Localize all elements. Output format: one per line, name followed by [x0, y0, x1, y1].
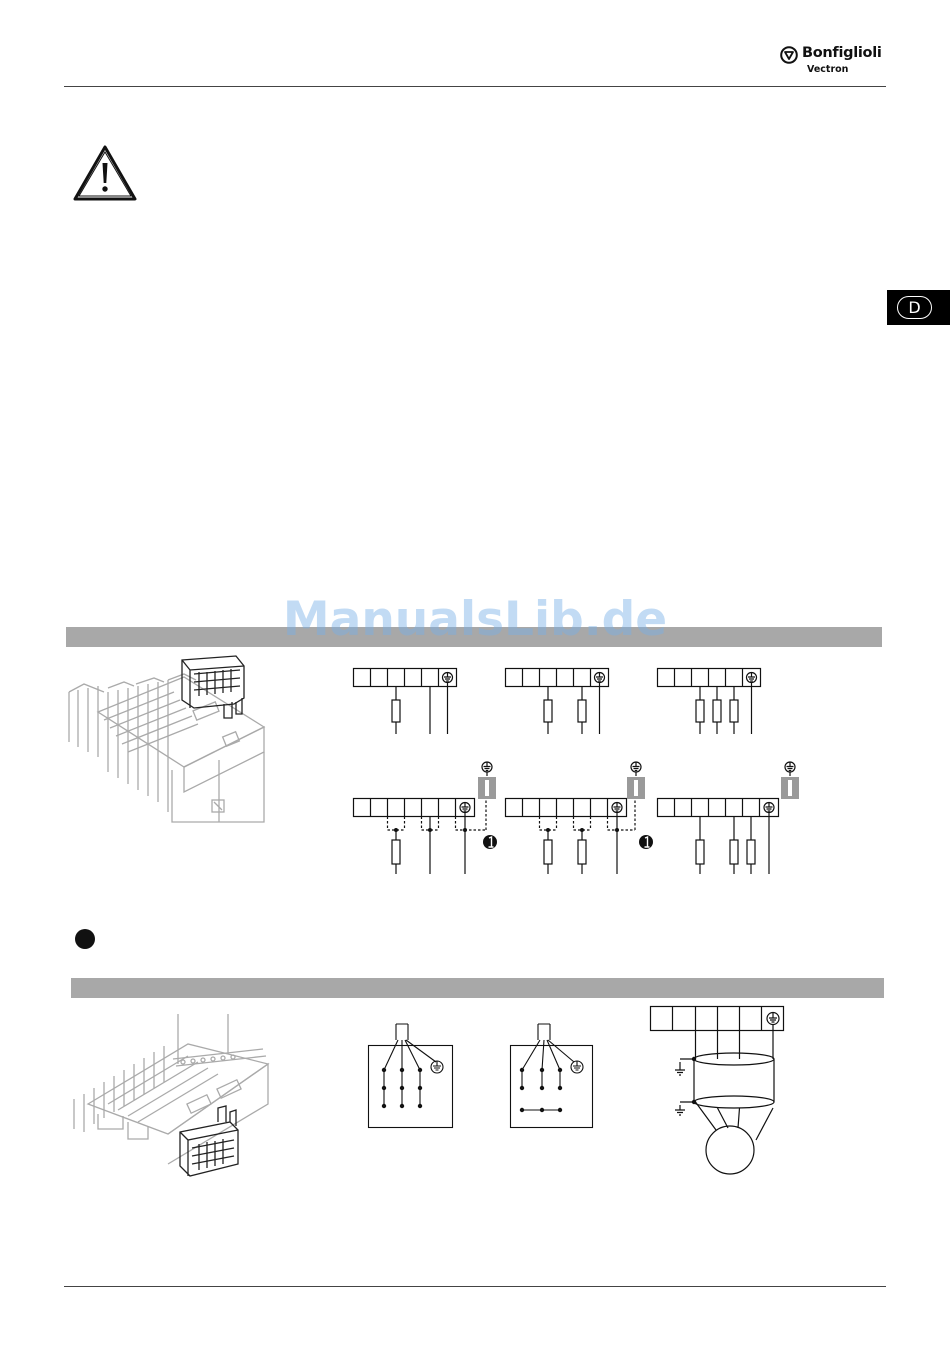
header-rule — [64, 86, 886, 87]
motor-star-connection-diagram — [368, 1020, 458, 1130]
brand-logo — [780, 44, 890, 78]
language-tab-label: D — [897, 296, 932, 319]
terminal-diagram-a — [353, 668, 463, 736]
brand-name: Bonfiglioli — [802, 45, 882, 61]
device-terminal-illustration — [64, 652, 274, 827]
bonfiglioli-logo-icon — [780, 46, 798, 64]
watermark: ManualsLib.de — [282, 592, 668, 647]
terminal-diagram-f — [657, 760, 807, 876]
language-tab — [887, 290, 950, 325]
terminal-diagram-c — [657, 668, 767, 736]
shielded-motor-cable-diagram — [650, 1004, 800, 1174]
terminal-diagram-e — [505, 760, 655, 876]
note-bullet-icon — [75, 929, 95, 949]
warning-triangle-icon — [72, 143, 138, 203]
motor-delta-connection-diagram — [510, 1020, 600, 1130]
device-bottom-terminal-illustration — [68, 1004, 278, 1184]
brand-subname: Vectron — [807, 64, 849, 75]
section-band-shielded-connection — [71, 978, 884, 998]
terminal-diagram-b — [505, 668, 615, 736]
terminal-diagram-d — [353, 760, 503, 876]
footer-rule — [64, 1286, 886, 1287]
